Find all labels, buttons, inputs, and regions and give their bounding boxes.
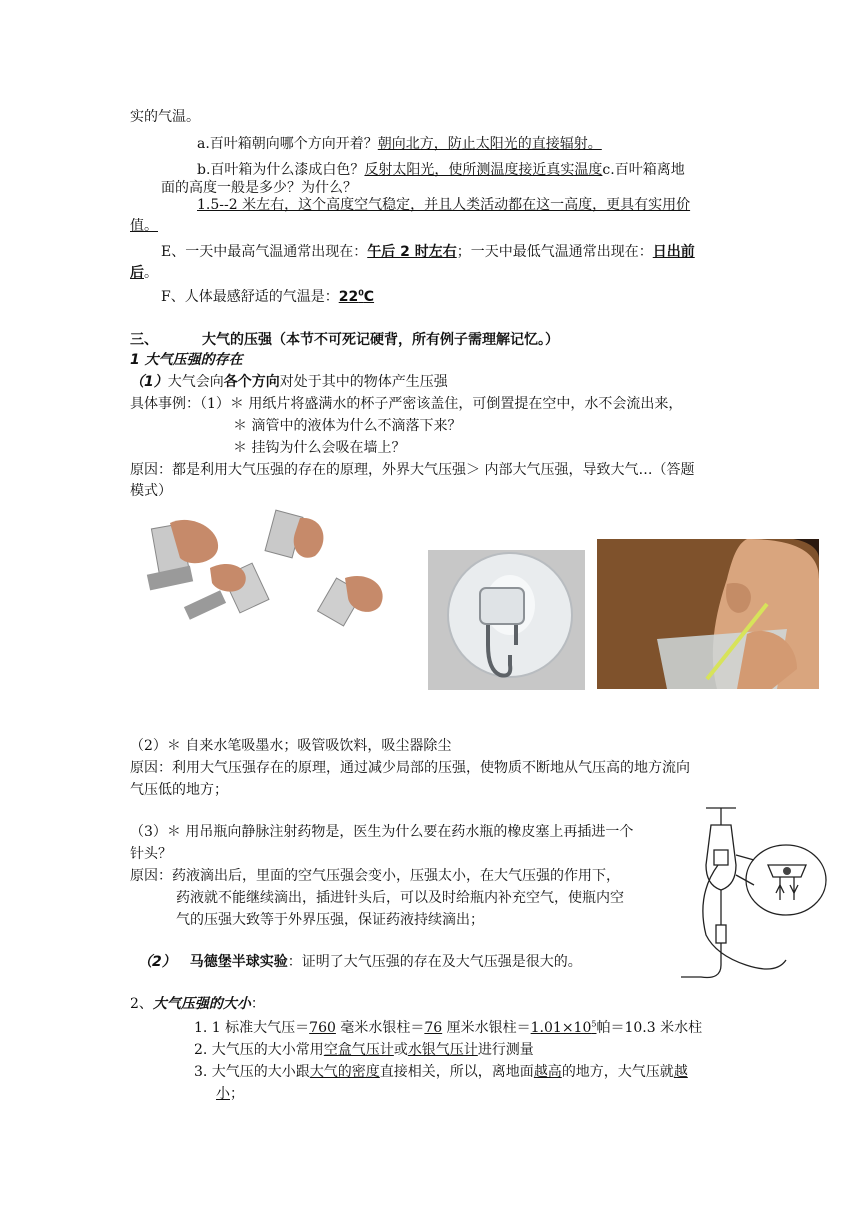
item-e-cont: 后。 xyxy=(130,265,158,281)
item-e: E、一天中最高气温通常出现在：午后 2 时左右；一天中最低气温通常出现在：日出前 xyxy=(161,244,695,260)
reason-line: 模式） xyxy=(130,483,172,499)
list-item-2: 2. 大气压的大小常用空盒气压计或水银气压计进行测量 xyxy=(194,1042,534,1058)
example-line: 具体事例：（1）＊ 用纸片将盛满水的杯子严密该盖住，可倒置提在空中，水不会流出来， xyxy=(130,396,683,412)
reason-line: 气的压强大致等于外界压强，保证药液持续滴出； xyxy=(176,912,484,928)
magdeburg-line: （2） 马德堡半球实验：证明了大气压强的存在及大气压强是很大的。 xyxy=(138,954,582,970)
example-line: ＊ 挂钩为什么会吸在墙上？ xyxy=(233,440,406,456)
text-line: 面的高度一般是多少？为什么？ xyxy=(161,180,357,196)
reason-line: 原因：利用大气压强存在的原理，通过减少局部的压强，使物质不断地从气压高的地方流向 xyxy=(130,760,690,776)
section-heading: 三、 大气的压强（本节不可死记硬背，所有例子需理解记忆。） xyxy=(130,332,559,348)
question-a: a.百叶箱朝向哪个方向开着？朝向北方，防止太阳光的直接辐射。 xyxy=(197,136,602,152)
reason-line: 气压低的地方； xyxy=(130,782,228,798)
list-item-1: 1. 1 标准大气压＝760 毫米水银柱＝76 厘米水银柱$=1.01\times 10^5$帕＝10.3 米水柱 xyxy=(194,1019,703,1036)
answer-c-cont: 值。 xyxy=(130,218,158,234)
suction-hook-image xyxy=(428,550,585,690)
point-3: （3）＊ 用吊瓶向静脉注射药物是，医生为什么要在药水瓶的橡皮塞上再插进一个 xyxy=(130,824,634,840)
point-2: （2）＊ 自来水笔吸墨水；吸管吸饮料，吸尘器除尘 xyxy=(130,738,452,754)
item-f: F、人体最感舒适的气温是：$22^0C$ xyxy=(161,288,375,305)
list-item-3-cont: 小； xyxy=(216,1086,244,1102)
iv-drip-image xyxy=(676,805,831,983)
reason-line: 药液就不能继续滴出，插进针头后，可以及时给瓶内补充空气，使瓶内空 xyxy=(176,890,624,906)
list-item-3: 3. 大气压的大小跟大气的密度直接相关，所以，离地面越高的地方，大气压就越 xyxy=(194,1064,688,1080)
answer-c: 1.5--2 米左右，这个高度空气稳定，并且人类活动都在这一高度，更具有实用价 xyxy=(197,197,691,213)
section-2-heading: 2、大气压强的大小： xyxy=(130,996,265,1012)
subsection-heading: 1 大气压强的存在 xyxy=(130,352,243,368)
reason-line: 原因：都是利用大气压强的存在的原理，外界大气压强＞ 内部大气压强，导致大气…（答题 xyxy=(130,462,695,478)
point-1: （1）大气会向各个方向对处于其中的物体产生压强 xyxy=(130,374,448,390)
question-b: b.百叶箱为什么漆成白色？反射太阳光，使所测温度接近真实温度c.百叶箱离地 xyxy=(197,162,685,178)
cup-experiment-image xyxy=(140,508,405,633)
drinking-straw-image xyxy=(597,539,819,689)
example-line: ＊ 滴管中的液体为什么不滴落下来？ xyxy=(233,418,462,434)
reason-line: 原因：药液滴出后，里面的空气压强会变小，压强太小，在大气压强的作用下， xyxy=(130,868,620,884)
text-line: 实的气温。 xyxy=(130,109,200,125)
point-3-cont: 针头？ xyxy=(130,846,172,862)
